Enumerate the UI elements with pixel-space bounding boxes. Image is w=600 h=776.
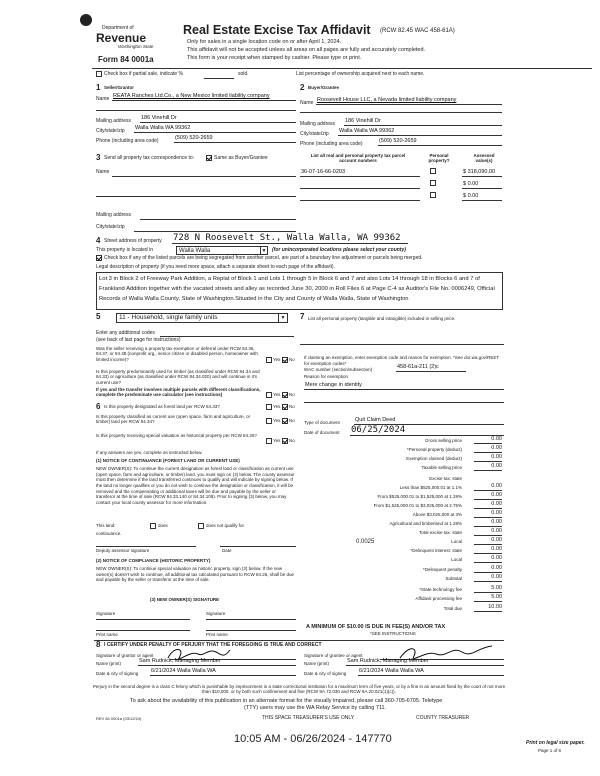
- seller-city[interactable]: Walla Walla WA 99362: [134, 126, 296, 133]
- exemption-reason[interactable]: Mere change in identity: [304, 383, 504, 390]
- notice-3-heading: (3) NEW OWNER(S) SIGNATURE: [150, 597, 220, 602]
- sold-label: sold.: [238, 71, 249, 77]
- buyer-city-label: City/state/zip: [300, 131, 329, 137]
- assessed-value[interactable]: $ 0.00: [462, 194, 502, 201]
- parcel-number[interactable]: 36-07-16-66-0203: [300, 170, 420, 177]
- seller-mail-label: Mailing address: [96, 118, 132, 124]
- grantee-name[interactable]: Sam Rudnick, Managing Member: [346, 659, 504, 666]
- continuance-label: continuance.: [96, 531, 122, 536]
- grantee-sig-label: Signature of grantee or agent: [304, 653, 363, 658]
- perjury-note: Perjury in the second degree is a class C felony which is punishable by imprisonment in a state correctional institution for a maximum term of five years, or by a fine in an amount fixed by the court of not more than $10,000, or by both such confinement and fine (RCW 9A.72.030 and RCW 9A.20.021(1)(c)).: [92, 684, 506, 695]
- grantor-date-label: Date & city of signing: [96, 671, 139, 676]
- this-land-label: This land:: [96, 523, 116, 528]
- yes-checkbox[interactable]: [266, 404, 272, 410]
- local-rate: 0.0025: [356, 539, 375, 545]
- calc-value[interactable]: 0.00: [474, 547, 502, 554]
- does-not-checkbox[interactable]: [198, 523, 204, 529]
- grantor-name-label: Name (print): [96, 661, 122, 666]
- calc-label: Total excise tax: state: [418, 530, 462, 535]
- tty-note: (TTY) users may use the WA Relay Service by calling 711.: [244, 705, 387, 711]
- form-title: Real Estate Excise Tax Affidavit: [183, 23, 371, 37]
- calc-label: Total due: [443, 606, 462, 611]
- land-use-value: 11 - Household, single family units: [119, 314, 218, 321]
- buyer-mail-label: Mailing address: [300, 121, 336, 127]
- print-name-label: Print name: [206, 632, 228, 637]
- accessibility-note: To ask about the availability of this publication in an alternate format for the visually impaired, please call 360-705-6705. Teletype: [130, 698, 443, 704]
- buyer-phone[interactable]: (509) 520-2659: [378, 139, 502, 146]
- calc-label: Subtotal: [445, 576, 462, 581]
- legal-description[interactable]: Lot 3 in Block 2 of Freeway Park Addition, a Replat of Block 1 and Lots 1 through 5 in Block 6 and 7 and also Lots 14 through 18 in Blocks 6 and 7 of Frankland Addition together with the vacated streets and alley as recorded June 30, 2000 in Roll Files 6 at Page C-4 as Auditor's File No. 0006249, Official Records of Walla Walla County, State of Washington.Situated in the City and County of Walla Walla, State of Washington: [96, 272, 503, 310]
- seller-name[interactable]: REATA Ranches Ltd.Co., a New Mexico limited liability company: [112, 94, 296, 101]
- calc-label: Local: [451, 539, 462, 544]
- grantee-date-label: Date & city of signing: [304, 671, 347, 676]
- calc-value[interactable]: 0.00: [474, 520, 502, 527]
- buyer-city[interactable]: Walla Walla WA 99362: [338, 129, 502, 136]
- location-value: Walla Walla: [179, 248, 211, 254]
- assessed-value[interactable]: $ 0.00: [462, 182, 502, 189]
- personal-property-checkbox[interactable]: [430, 180, 436, 186]
- county-treasurer-label: COUNTY TREASURER: [416, 715, 470, 721]
- treasurer-use-label: THIS SPACE TREASURER'S USE ONLY: [262, 715, 355, 721]
- seller-name-label: Name: [96, 96, 110, 102]
- note-1: Only for sales in a single location code on or after April 1, 2024.: [187, 39, 342, 45]
- q-historic: Is this property receiving special valuation as historical property per RCW 84.26?: [96, 433, 257, 438]
- deputy-date-label: Date: [222, 548, 232, 553]
- calc-value[interactable]: 5.00: [474, 586, 502, 593]
- revision-label: REV 84 0001a (03/12/24): [96, 716, 142, 721]
- paper-note: Print on legal size paper.: [526, 740, 585, 746]
- calc-label: *Delinquent interest: state: [410, 548, 462, 553]
- no-checkbox[interactable]: [282, 404, 288, 410]
- parcels-heading: List all real and personal property tax parcel account numbers: [310, 153, 406, 164]
- segregated-checkbox[interactable]: [96, 255, 102, 261]
- rcw-code: (RCW 82.45 WAC 458-61A): [380, 28, 455, 34]
- personal-property-checkbox[interactable]: [430, 192, 436, 198]
- wac-number[interactable]: 458-61a-211 (2)c: [396, 365, 466, 372]
- buyer-phone-label: Phone (including area code): [300, 141, 363, 147]
- no-checkbox[interactable]: [282, 392, 288, 398]
- minimum-due-note: A MINIMUM OF $10.00 IS DUE IN FEE(S) AND/OR TAX: [306, 624, 446, 630]
- other-codes-label: Enter any additional codes: [96, 330, 155, 336]
- personal-property-checkbox[interactable]: [430, 168, 436, 174]
- other-codes-note: (see back of last page for instructions): [96, 337, 181, 343]
- seller-city-label: City/state/zip: [96, 128, 125, 134]
- wac-label: WAC number (section/subsection): [304, 367, 373, 372]
- doc-date-label: Date of document: [304, 430, 340, 435]
- notice-2-heading: (2) NOTICE OF COMPLIANCE (HISTORIC PROPERTY): [96, 558, 211, 563]
- calc-value[interactable]: 0.00: [474, 529, 502, 536]
- exemption-label: If claiming an exemption, enter exemption code and reason for exemption. *See dor.wa.gov/REET for exemption codes*: [304, 355, 500, 366]
- no-checkbox[interactable]: [282, 438, 288, 444]
- print-name-label: Print name: [96, 632, 118, 637]
- yes-checkbox[interactable]: [266, 357, 272, 363]
- grantee-date[interactable]: 6/21/2024 Walla Walla WA: [358, 669, 504, 676]
- location-label: This property is located in: [96, 247, 153, 253]
- dor-logo: [80, 14, 92, 26]
- reason-label: Reason for exemption: [304, 374, 349, 379]
- corr-name-label: Name: [96, 169, 110, 175]
- location-select[interactable]: [176, 246, 268, 255]
- personal-property-label: List all personal property (tangible and intangible) included in selling price.: [308, 316, 456, 321]
- no-checkbox[interactable]: [282, 357, 288, 363]
- calc-label: Above $3,025,000 at 3%: [412, 512, 462, 517]
- street-address-label: Street address of property: [104, 238, 162, 244]
- calc-value[interactable]: 0.00: [474, 446, 502, 453]
- certify-text: I CERTIFY UNDER PENALTY OF PERJURY THAT THE FOREGOING IS TRUE AND CORRECT: [104, 642, 322, 648]
- calc-label: *Delinquent penalty: [422, 567, 462, 572]
- deputy-sig-label: Deputy assessor signature: [96, 548, 150, 553]
- calc-value[interactable]: 0.00: [474, 437, 502, 444]
- calc-label: *State technology fee: [419, 587, 462, 592]
- dept-label: Department of: [102, 25, 134, 31]
- calc-value[interactable]: 0.00: [474, 493, 502, 500]
- calc-value[interactable]: 0.00: [474, 484, 502, 491]
- legal-label: Legal description of property (if you need more space, attach a separate sheet to each page of the affidavit).: [96, 264, 335, 270]
- yes-checkbox[interactable]: [266, 438, 272, 444]
- calc-label: Excise tax: state: [429, 476, 462, 481]
- calc-value[interactable]: 0.00: [474, 464, 502, 471]
- personal-heading: Personal property?: [428, 153, 450, 164]
- yes-checkbox[interactable]: [266, 392, 272, 398]
- form-number: Form 84 0001a: [98, 55, 154, 64]
- if-yes-note: If any answers are yes, complete as instructed below.: [96, 450, 203, 455]
- corr-mail-label: Mailing address: [96, 212, 132, 218]
- note-2: This affidavit will not be accepted unless all areas on all pages are fully and accurately completed.: [187, 47, 426, 53]
- assessed-heading: Assessed value(s): [473, 153, 495, 164]
- calc-value[interactable]: 0.00: [474, 502, 502, 509]
- land-use-select[interactable]: [116, 313, 288, 323]
- calc-value[interactable]: 0.00: [474, 538, 502, 545]
- revenue-label: Revenue: [96, 31, 147, 45]
- partial-label: Check box if partial sale, indicate %: [104, 71, 183, 77]
- same-as-buyer-checkbox[interactable]: [206, 155, 212, 161]
- calc-label: From $1,525,000.01 to $3,025,000 at 2.75%: [373, 503, 462, 508]
- calc-label: Local: [451, 557, 462, 562]
- grantor-sig-label: Signature of grantor or agent: [96, 653, 154, 658]
- sig-label: Signature: [96, 611, 116, 616]
- seller-heading: Seller/Grantor: [104, 85, 135, 90]
- calc-value[interactable]: 5.00: [474, 595, 502, 602]
- q-exemption: Was the seller receiving a property tax exemption or deferral under RCW 84.36, 84.37, or 84.38 (nonprofit org., senior citizen or disabled person, homeowner with limited income)?: [96, 346, 258, 362]
- calc-value[interactable]: 0.00: [474, 511, 502, 518]
- calc-value[interactable]: 0.00: [474, 455, 502, 462]
- grantor-date[interactable]: 6/21/2024 Walla Walla WA: [150, 669, 296, 676]
- seller-phone-label: Phone (including area code): [96, 138, 159, 144]
- q-timber-note: If yes and the transfer involves multiple parcels with different classifications, complete the predominate use calculator (see instructions): [96, 387, 261, 398]
- notice-2-text: NEW OWNER(S): To continue special valuation as historic property, sign (3) below. If the new owner(s) doesn't wish to continue, all additional tax calculated pursuant to RCW 84.26, shall be due and payable by the seller or transferor at the time of sale.: [96, 566, 294, 583]
- q-current-use: Is this property classified as current use (open space, farm and agriculture, or timber) land per RCW 84.34?: [96, 414, 251, 425]
- grantor-name[interactable]: Sam Rudnick, Managing Member: [138, 659, 296, 666]
- see-instructions: *SEE INSTRUCTIONS: [370, 631, 416, 636]
- segregated-label: Check box if any of the listed parcels are being segregated from another parcel, are part of a boundary line adjustment or parcels being merged.: [104, 255, 423, 261]
- chevron-down-icon[interactable]: ▼: [278, 313, 288, 323]
- buyer-name-label: Name: [300, 100, 314, 106]
- calc-label: Taxable selling price: [421, 465, 462, 470]
- note-3: This form is your receipt when stamped by cashier. Please type or print.: [187, 55, 362, 61]
- calc-value[interactable]: 0.00: [474, 556, 502, 563]
- street-address[interactable]: 728 N Roosevelt St., Walla Walla, WA 99362: [172, 234, 408, 244]
- calc-label: *Personal property (deduct): [406, 447, 462, 452]
- calc-value[interactable]: 0.00: [474, 566, 502, 573]
- grantee-name-label: Name (print): [304, 661, 330, 666]
- yes-checkbox[interactable]: [266, 418, 272, 424]
- q-forest: Is this property designated as forest land per RCW 84.33?: [104, 404, 220, 409]
- no-checkbox[interactable]: [282, 418, 288, 424]
- ownership-note: List percentage of ownership acquired next to each name.: [296, 71, 425, 77]
- same-as-buyer-label: Same as Buyer/Grantee: [214, 155, 268, 161]
- sig-label: Signature: [206, 611, 226, 616]
- buyer-name[interactable]: Roosevelt House LLC, a Nevada limited liability company: [316, 98, 502, 105]
- seller-phone[interactable]: (509) 520-2659: [174, 136, 296, 143]
- partial-sale-checkbox[interactable]: [96, 71, 102, 77]
- state-label: Washington State: [118, 44, 154, 49]
- calc-label: From $525,000.01 to $1,525,000 at 1.28%: [377, 494, 462, 499]
- calc-label: Agricultural and timberland at 1.28%: [389, 521, 462, 526]
- chevron-down-icon[interactable]: ▼: [261, 248, 267, 254]
- calc-label: Less than $525,000.01 at 1.1%: [399, 485, 462, 490]
- corr-city-label: City/state/zip: [96, 224, 125, 230]
- location-note: (for unincorporated locations please select your county): [272, 247, 406, 253]
- assessed-value[interactable]: $ 318,090.00: [462, 170, 502, 177]
- buyer-mail[interactable]: 186 Vinehill Dr: [344, 119, 502, 126]
- seller-mail[interactable]: 186 Vinehill Dr: [140, 116, 296, 123]
- receipt-stamp: 10:05 AM - 06/26/2024 - 147770: [234, 733, 392, 745]
- calc-label: Exemption claimed (deduct): [406, 456, 462, 461]
- notice-1-heading: (1) NOTICE OF CONTINUANCE (FOREST LAND OR CURRENT USE): [96, 458, 240, 463]
- buyer-heading: Buyer/Grantee: [308, 85, 340, 90]
- doc-type[interactable]: Quit Claim Deed: [354, 418, 504, 425]
- correspondence-label: Send all property tax correspondence to:: [104, 155, 195, 161]
- calc-label: Affidavit processing fee: [415, 596, 462, 601]
- page-number: Page 1 of 6: [538, 748, 562, 753]
- doc-type-label: Type of document: [304, 420, 340, 425]
- calc-value[interactable]: 10.00: [474, 605, 502, 612]
- q-timber: Is this property predominantly used for timber (as classified under RCW 84.34 and 84.33) or agriculture (as classified under RCW 84.34.020) and will continue in it's current use?: [96, 369, 260, 385]
- notice-1-text: NEW OWNER(S): To continue the current designation as forest land or classification as current use (open space, farm and agriculture, or timber) land, you must sign on (3) below. The county assessor must then determine if the land transferred continues to qualify and will indicate by signing below. If the land no longer qualifies or you do not wish to continue the designation or classification, it will be removed and the compensating or additional taxes will be due and payable by the seller or transferor at the time of sale (RCW 84.33.140 or 84.34.108). Prior to signing (3) below, you may contact your local county assessor for more information.: [96, 466, 295, 505]
- doc-date[interactable]: 06/25/2024: [350, 426, 504, 436]
- calc-value[interactable]: 0.00: [474, 575, 502, 582]
- does-checkbox[interactable]: [150, 523, 156, 529]
- calc-label: Gross selling price: [424, 438, 462, 443]
